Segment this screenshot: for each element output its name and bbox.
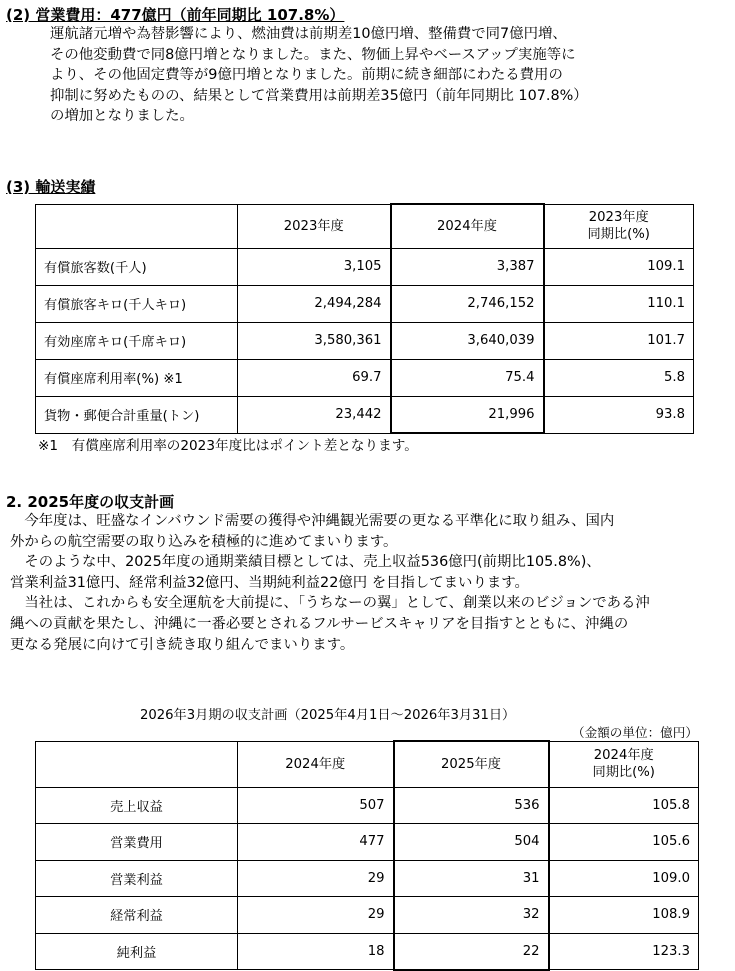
value-2024: 507 <box>238 787 394 824</box>
value-2024: 75.4 <box>391 359 544 396</box>
value-ratio: 101.7 <box>544 322 694 359</box>
table-row <box>36 248 694 285</box>
row-label: 純利益 <box>36 933 238 970</box>
opex-line: の増加となりました。 <box>50 108 194 125</box>
transport-heading: (3) 輸送実績 <box>6 178 96 196</box>
header-2023: 2023年度 <box>238 204 391 248</box>
header-ratio-text: 2023年度 同期比(%) <box>587 210 650 242</box>
value-ratio: 109.0 <box>549 860 699 897</box>
value-2023: 3,105 <box>238 248 391 285</box>
value-2025: 504 <box>394 824 549 861</box>
value-ratio: 105.8 <box>549 787 699 824</box>
header-ratio <box>544 204 694 248</box>
row-label: 経常利益 <box>36 897 238 934</box>
row-label: 有償旅客数(千人) <box>36 248 238 285</box>
row-label: 営業利益 <box>36 860 238 897</box>
table-row <box>36 897 699 934</box>
plan-line: 当社は、これからも安全運航を大前提に、「うちなーの翼」として、創業以来のビジョンである沖 <box>10 595 650 612</box>
row-label: 営業費用 <box>36 824 238 861</box>
header-blank <box>36 204 238 248</box>
table-header-row <box>36 741 699 787</box>
opex-line: より、その他固定費等が9億円増となりました。前期に続き細部にわたる費用の <box>50 67 563 84</box>
table-row <box>36 285 694 322</box>
value-2024: 2,746,152 <box>391 285 544 322</box>
header-2024: 2024年度 <box>238 741 394 787</box>
value-ratio: 110.1 <box>544 285 694 322</box>
opex-line: 抑制に努めたものの、結果として営業費用は前期差35億円（前年同期比 107.8%） <box>50 87 588 104</box>
value-2025: 32 <box>394 897 549 934</box>
plan-table-caption: 2026年3月期の収支計画（2025年4月1日～2026年3月31日） <box>140 708 516 723</box>
header-2025: 2025年度 <box>394 741 549 787</box>
plan-table <box>35 740 699 971</box>
value-2023: 2,494,284 <box>238 285 391 322</box>
header-ratio <box>549 741 699 787</box>
table-row <box>36 824 699 861</box>
table-row <box>36 359 694 396</box>
value-2025: 536 <box>394 787 549 824</box>
plan-line: そのような中、2025年度の通期業績目標としては、売上収益536億円(前期比105.8%)、 <box>10 554 601 571</box>
plan-line: 更なる発展に向けて引き続き取り組んでまいります。 <box>10 636 355 653</box>
value-2025: 22 <box>394 933 549 970</box>
value-ratio: 105.6 <box>549 824 699 861</box>
plan-line: 縄への貢献を果たし、沖縄に一番必要とされるフルサービスキャリアを目指すとともに、沖縄の <box>10 615 629 632</box>
table-row <box>36 933 699 970</box>
row-label: 売上収益 <box>36 787 238 824</box>
value-2024: 29 <box>238 860 394 897</box>
value-ratio: 108.9 <box>549 897 699 934</box>
opex-line: 運航諸元増や為替影響により、燃油費は前期差10億円増、整備費で同7億円増、 <box>50 26 567 42</box>
row-label: 有効座席キロ(千席キロ) <box>36 322 238 359</box>
table-row <box>36 396 694 433</box>
value-2024: 3,387 <box>391 248 544 285</box>
table-row <box>36 860 699 897</box>
value-2024: 477 <box>238 824 394 861</box>
table-row <box>36 787 699 824</box>
row-label: 有償旅客キロ(千人キロ) <box>36 285 238 322</box>
opex-paragraph <box>50 24 588 127</box>
value-ratio: 123.3 <box>549 933 699 970</box>
plan-line: 営業利益31億円、経常利益32億円、当期純利益22億円 を目指してまいります。 <box>10 574 529 591</box>
value-2023: 69.7 <box>238 359 391 396</box>
row-label: 貨物・郵便合計重量(トン) <box>36 396 238 433</box>
value-2023: 23,442 <box>238 396 391 433</box>
transport-footnote: ※1 有償座席利用率の2023年度比はポイント差となります。 <box>38 438 418 454</box>
plan-heading: 2. 2025年度の収支計画 <box>6 493 175 511</box>
value-2024: 3,640,039 <box>391 322 544 359</box>
value-ratio: 5.8 <box>544 359 694 396</box>
header-blank <box>36 741 238 787</box>
plan-line: 外からの航空需要の取り込みを積極的に進めてまいります。 <box>10 533 398 550</box>
value-2025: 31 <box>394 860 549 897</box>
row-label: 有償座席利用率(%) ※1 <box>36 359 238 396</box>
table-header-row <box>36 204 694 248</box>
value-ratio: 109.1 <box>544 248 694 285</box>
plan-table-unit: （金額の単位：億円） <box>572 725 698 740</box>
opex-line: その他変動費で同8億円増となりました。また、物価上昇やベースアップ実施等に <box>50 46 576 63</box>
value-2024: 21,996 <box>391 396 544 433</box>
value-2023: 3,580,361 <box>238 322 391 359</box>
value-ratio: 93.8 <box>544 396 694 433</box>
plan-paragraph <box>10 511 650 655</box>
header-ratio-text: 2024年度 同期比(%) <box>592 748 655 780</box>
table-row <box>36 322 694 359</box>
transport-table <box>35 203 694 434</box>
opex-heading: (2) 営業費用：477億円（前年同期比 107.8%） <box>6 6 345 24</box>
header-2024: 2024年度 <box>391 204 544 248</box>
plan-line: 今年度は、旺盛なインバウンド需要の獲得や沖縄観光需要の更なる平準化に取り組み、国内 <box>10 513 615 529</box>
value-2024: 18 <box>238 933 394 970</box>
value-2024: 29 <box>238 897 394 934</box>
